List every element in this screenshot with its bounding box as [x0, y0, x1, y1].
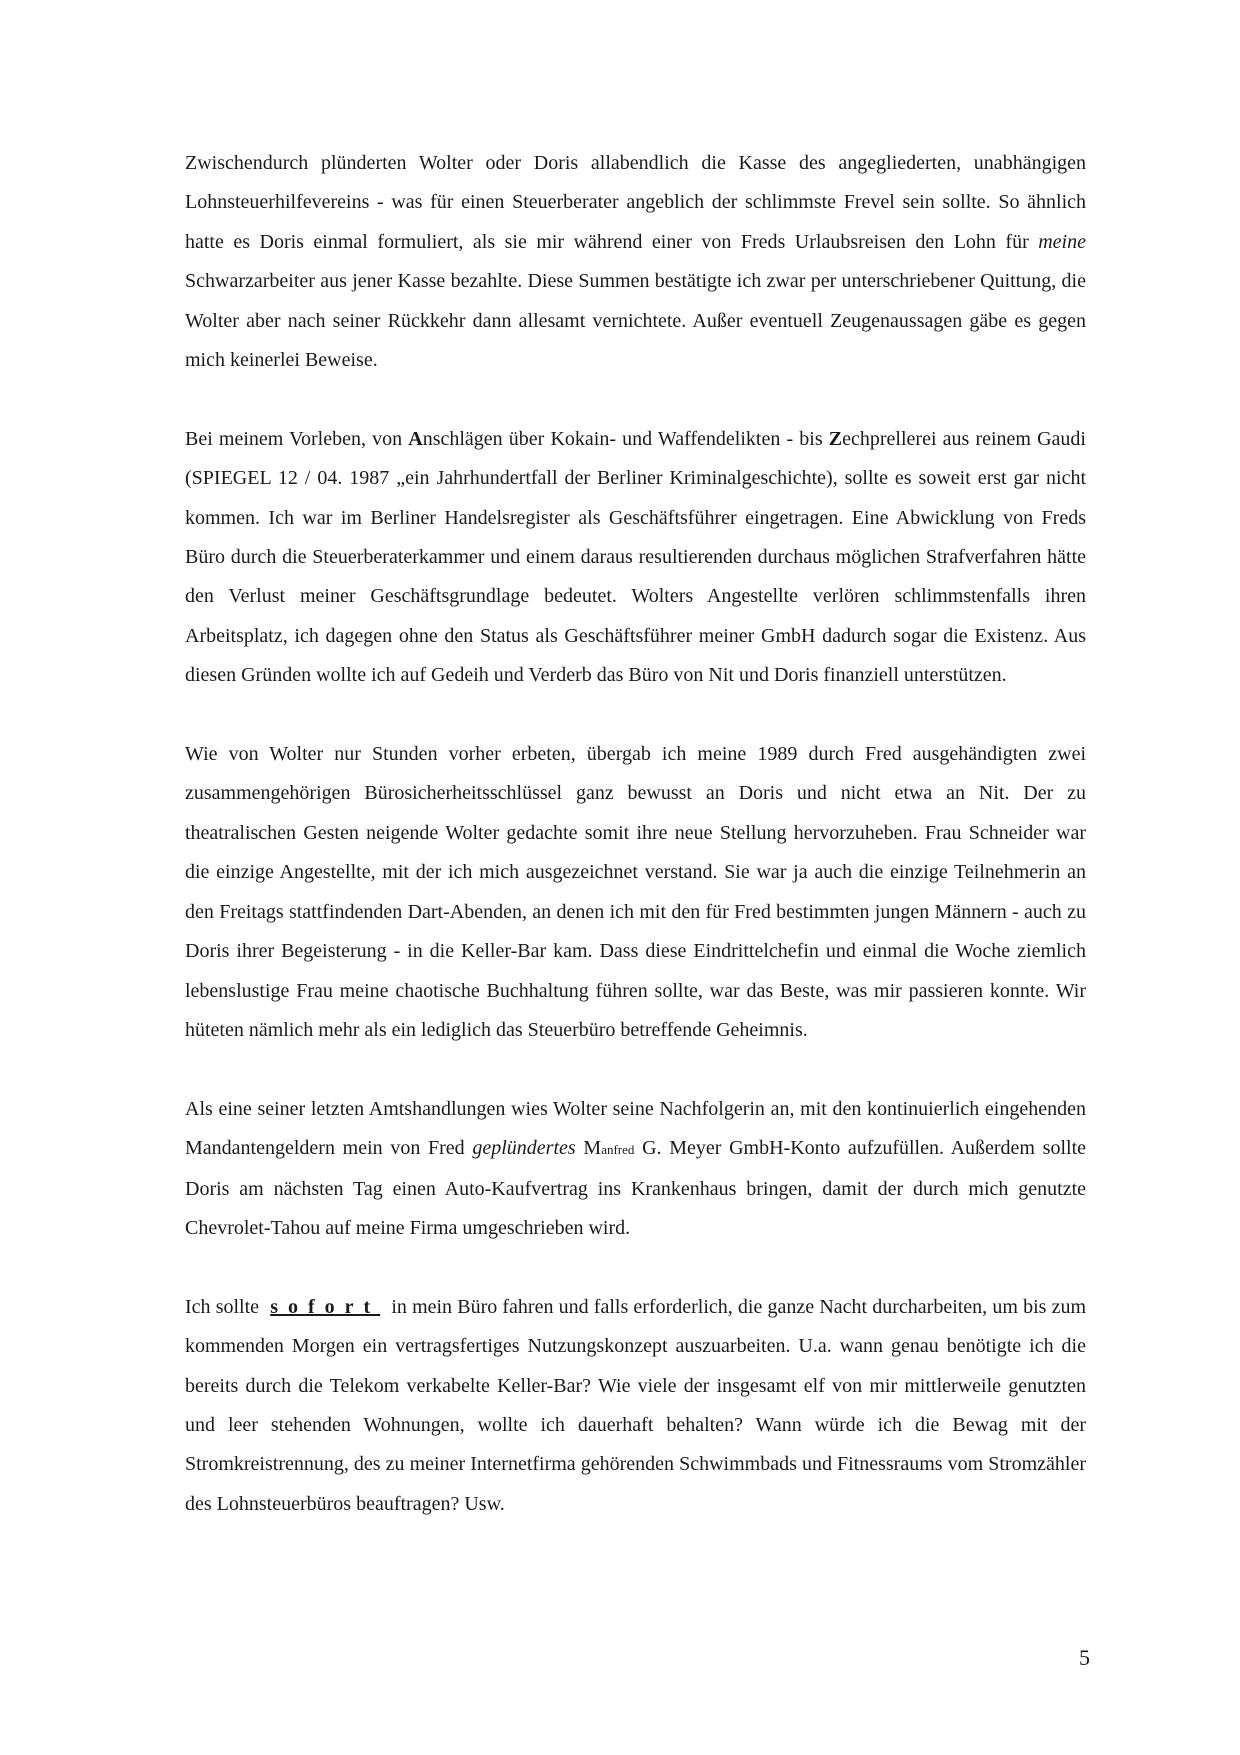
paragraph-5-text-b: in mein Büro fahren und falls erforderlich, die ganze Nacht durcharbeiten, um bis zum kommenden Morgen ein vertragsfertiges Nutzungskonzept auszuarbeiten. U.a. wann genau benötigte ich die bereits durch die Telekom verkabelte Keller-Bar? Wie viele der insgesamt elf von mir mittlerweile genutzten und leer stehenden Wohnungen, wollte ich dauerhaft behalten? Wann würde ich die Bewag mit der Stromkreistrennung, des zu meiner Internetfirma gehörenden Schwimmbads und Fitnessraums vom Stromzähler des Lohnsteuerbüros beauftragen? Usw. — [185, 1295, 1086, 1515]
paragraph-2-bold-a: A — [408, 427, 423, 450]
paragraph-4 — [185, 1090, 1086, 1249]
paragraph-4-small: anfred — [601, 1142, 635, 1158]
paragraph-4-text-a: Als eine seiner letzten Amtshandlungen wies Wolter seine Nachfolgerin an, mit den kontinuierlich eingehenden Mandantengeldern mein von Fred — [185, 1097, 1086, 1160]
paragraph-4-text-b: G. Meyer GmbH-Konto aufzufüllen. Außerdem sollte Doris am nächsten Tag einen Auto-Kaufvertrag ins Krankenhaus bringen, damit der durch mich genutzte Chevrolet-Tahou auf meine Firma umgeschrieben wird. — [185, 1137, 1087, 1239]
paragraph-1-text-a: Zwischendurch plünderten Wolter oder Doris allabendlich die Kasse des angegliederten, unabhängigen Lohnsteuerhilfevereins - was für einen Steuerberater angeblich der schlimmste Frevel sein sollte. So ähnlich hatte es Doris einmal formuliert, als sie mir während einer von Freds Urlaubsreisen den Lohn für — [185, 152, 1086, 253]
paragraph-2-text-a: Bei meinem Vorleben, von — [185, 427, 409, 450]
paragraph-5-text-a: Ich sollte — [185, 1295, 265, 1318]
paragraph-5-spaced-word: sofort — [270, 1295, 381, 1318]
paragraph-4-italic: geplündertes — [472, 1137, 576, 1160]
document-page — [185, 144, 1086, 1564]
paragraph-2-text-b: nschlägen über Kokain- und Waffendelikten - bis — [422, 427, 829, 450]
paragraph-1-text-b: Schwarzarbeiter aus jener Kasse bezahlte. Diese Summen bestätigte ich zwar per unterschriebener Quittung, die Wolter aber nach seiner Rückkehr dann allesamt vernichtete. Außer eventuell Zeugenaussagen gäbe es gegen mich keinerlei Beweise. — [185, 270, 1086, 372]
paragraph-4-m: M — [583, 1137, 602, 1160]
paragraph-1 — [185, 144, 1086, 380]
paragraph-2-text-c: echprellerei aus reinem Gaudi (SPIEGEL 12 / 04. 1987 „ein Jahrhundertfall der Berliner Kriminalgeschichte), sollte es soweit erst gar nicht kommen. Ich war im Berliner Handelsregister als Geschäftsführer eingetragen. Eine Abwicklung von Freds Büro durch die Steuerberaterkammer und einem daraus resultierenden durchaus möglichen Strafverfahren hätte den Verlust meiner Geschäftsgrundlage bedeutet. Wolters Angestellte verlören schlimmstenfalls ihren Arbeitsplatz, ich dagegen ohne den Status als Geschäftsführer meiner GmbH dadurch sogar die Existenz. Aus diesen Gründen wollte ich auf Gedeih und Verderb das Büro von Nit und Doris finanziell unterstützen. — [185, 427, 1086, 687]
paragraph-3 — [185, 735, 1086, 1050]
paragraph-2 — [185, 420, 1086, 696]
paragraph-2-bold-z: Z — [828, 427, 843, 450]
paragraph-5 — [185, 1288, 1086, 1524]
page-number: 5 — [1079, 1645, 1090, 1670]
paragraph-1-italic: meine — [1038, 230, 1086, 253]
paragraph-3-text: Wie von Wolter nur Stunden vorher erbeten, übergab ich meine 1989 durch Fred ausgehändigten zwei zusammengehörigen Bürosicherheitsschlüssel ganz bewusst an Doris und nicht etwa an Nit. Der zu theatralischen Gesten neigende Wolter gedachte somit ihre neue Stellung hervorzuheben. Frau Schneider war die einzige Angestellte, mit der ich mich ausgezeichnet verstand. Sie war ja auch die einzige Teilnehmerin an den Freitags stattfindenden Dart-Abenden, an denen ich mit den für Fred bestimmten jungen Männern - auch zu Doris ihrer Begeisterung - in die Keller-Bar kam. Dass diese Eindrittelchefin und einmal die Woche ziemlich lebenslustige Frau meine chaotische Buchhaltung führen sollte, war das Beste, was mir passieren konnte. Wir hüteten nämlich mehr als ein lediglich das Steuerbüro betreffende Geheimnis. — [185, 743, 1086, 1041]
